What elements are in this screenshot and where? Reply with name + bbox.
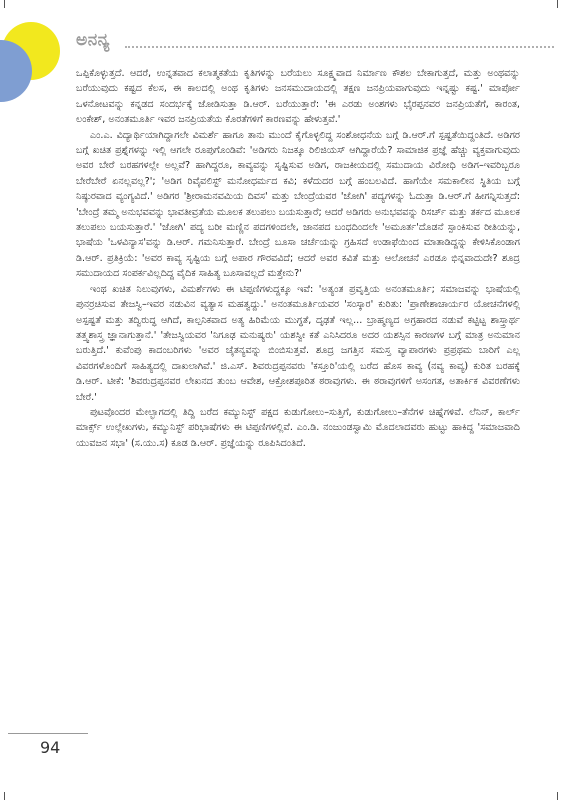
footer-rule [8, 733, 88, 734]
crop-mark-bottom-left [4, 792, 5, 800]
paragraph: ಇಂಥ ಖಚಿತ ನಿಲುವುಗಳು, ವಿಮರ್ಶೆಗಳು ಈ ಟಿಪ್ಪಣಿಗಳುದ್ದಕ್ಕೂ ಇವೆ: 'ಅತ್ಯಂತ ಪ್ರವೃತ್ತಿಯ ಅನಂತಮೂರ್ತಿ; ಸಮಾಜವನ್ನು ಭಾಷೆಯಲ್ಲಿ ಪುನರ್ರಚಿಸುವ ತೇಜಸ್ವಿ–ಇವರ ನಡುವಿನ ವ್ಯತ್ಯಾಸ ಮಹತ್ವದ್ದು.' ಅನಂತಮೂರ್ತಿಯವರ 'ಸಂಸ್ಕಾರ' ಕುರಿತು: 'ಪ್ರಾಣೇಶಾಚಾರ್ಯರ ಯೋಚನೆಗಳಲ್ಲಿ ಅಸ್ಪಷ್ಟತೆ ಮತ್ತು ತದ್ವಿರುದ್ಧ ಆಗಿದೆ, ಕಾಲ್ಪನಿಕವಾದ ಅತ್ಯ ಹಿರಿಮೆಯ ಮುಗ್ಧತೆ, ದೃಢತೆ ಇಲ್ಲ... ಬ್ರಾಹ್ಮಣ್ಯದ ಅಗ್ರಹಾರದ ನಡುವೆ ಕಟ್ಟಿಟ್ಟ ಶಾಸ್ತ್ರಾರ್ಥ ತತ್ತ್ವಶಾಸ್ತ್ರ ಜ್ಞಾನಾಗುತ್ತಾನೆ.' 'ತೇಜಸ್ವಿಯವರ 'ನಿಗೂಢ ಮನುಷ್ಯರು' ಯಶಸ್ವೀ ಕತೆ ಎನಿಸಿದರೂ ಅದರ ಯಶಸ್ಸಿನ ಕಾರಣಗಳ ಬಗ್ಗೆ ಮಾತ್ರ ಅನುಮಾನ ಬರುತ್ತಿದೆ.' ಕುವೆಂಪು ಕಾದಂಬರಿಗಳು 'ಅವರ ಚೈತನ್ಯವನ್ನು ಬಿಂಬಿಸುತ್ತವೆ. ಶೂದ್ರ ಜಗತ್ತಿನ ಸಮಸ್ತ ವ್ಯಾಪಾರಗಳು ಪ್ರಪ್ರಥಮ ಬಾರಿಗೆ ಎಲ್ಲ ವಿವರಗಳೊಂದಿಗೆ ಸಾಹಿತ್ಯದಲ್ಲಿ ದಾಖಲಾಗಿವೆ.' ಜಿ.ಎಸ್. ಶಿವರುದ್ರಪ್ಪನವರು 'ಕಸ್ತೂರಿ'ಯಲ್ಲಿ ಬರೆದ ಹೊಸ ಕಾವ್ಯ (ನವ್ಯ ಕಾವ್ಯ) ಕುರಿತ ಬರಹಕ್ಕೆ ಡಿ.ಆರ್. ಟೀಕೆ: 'ಶಿವರುದ್ರಪ್ಪನವರ ಲೇಖನದ ತುಂಬ ಆವೇಶ, ಆಕ್ರೋಶಪೂರಿತ ಠರಾವುಗಳು. ಈ ಠರಾವುಗಳಿಗೆ ಅಸಂಗತ, ಅತಾರ್ಕಿಕ ವಿವರಣೆಗಳು ಬೇರೆ.' [76, 283, 520, 403]
header-dotted-rule [125, 46, 554, 48]
crop-mark-top-left [4, 0, 5, 8]
crop-mark-bottom-right [557, 792, 558, 800]
page-number: 94 [40, 738, 61, 757]
paragraph: ಪುಟವೊಂದರ ಮೇಲ್ಭಾಗದಲ್ಲಿ ತಿದ್ದಿ ಬರೆದ ಕಮ್ಯುನಿಸ್ಟ್ ಪಕ್ಷದ ಕುಡುಗೋಲು–ಸುತ್ತಿಗೆ, ಕುಡುಗೋಲು–ತೆನೆಗಳ ಚಿಹ್ನೆಗಳಿವೆ. ಲೆನಿನ್, ಕಾರ್ಲ್ ಮಾರ್ಕ್ಸ್ ಉಲ್ಲೇಖಗಳು, ಕಮ್ಯುನಿಸ್ಟ್ ಪರಿಭಾಷೆಗಳು ಈ ಟಿಪ್ಪಣಿಗಳಲ್ಲಿವೆ. ಎಂ.ಡಿ. ನಂಜುಂಡಸ್ವಾಮಿ ಮೊದಲಾದವರು ಹುಟ್ಟು ಹಾಕಿದ್ದ 'ಸಮಾಜವಾದಿ ಯುವಜನ ಸಭಾ' (ಸ.ಯು.ಸ) ಕೂಡ ಡಿ.ಆರ್. ಪ್ರಜ್ಞೆಯನ್ನು ರೂಪಿಸಿದಂತಿದೆ. [76, 406, 520, 449]
paragraph: ಎಂ.ಎ. ವಿದ್ಯಾರ್ಥಿಯಾಗಿದ್ದಾಗಲೇ ವಿಮರ್ಶೆ ಹಾಗೂ ತಾನು ಮುಂದೆ ಕೈಗೊಳ್ಳಲಿದ್ದ ಸಂಶೋಧನೆಯ ಬಗ್ಗೆ ಡಿ.ಆರ್.ಗೆ ಸ್ಪಷ್ಟತೆಯಿದ್ದಂತಿದೆ. ಅಡಿಗರ ಬಗ್ಗೆ ಖಚಿತ ಪ್ರಶ್ನೆಗಳನ್ನು ಇಲ್ಲಿ ಆಗಲೇ ರೂಪುಗೊಂಡಿವೆ: 'ಅಡಿಗರು ನಿಜಕ್ಕೂ ರಿಲಿಜಿಯಸ್ ಆಗಿದ್ದಾರೆಯೆ? ಸಾಮಾಜಿಕ ಪ್ರಜ್ಞೆ ಹೆಚ್ಚು ವ್ಯಕ್ತವಾಗುವುದು ಅವರ ಬೇರೆ ಬರಹಗಳಲ್ಲೇ ಅಲ್ಲವೆ? ಹಾಗಿದ್ದರೂ, ಕಾವ್ಯವನ್ನು ಸೃಷ್ಟಿಸುವ ಅಡಿಗ, ರಾಜಕೀಯದಲ್ಲಿ ಸಮುದಾಯ ವಿರೋಧಿ ಅಡಿಗ–ಇವರಿಬ್ಬರೂ ಬೇರೆಬೇರೆ ಏನಲ್ಲವಲ್ಲ?'; 'ಅಡಿಗ ರಿವೈವಲಿಸ್ಟ್ ಮನೋಧರ್ಮದ ಕವಿ; ಕಳೆದುದರ ಬಗ್ಗೆ ಹಂಬಲವಿದೆ. ಹಾಗೆಯೇ ಸಮಕಾಲೀನ ಸ್ಥಿತಿಯ ಬಗ್ಗೆ ನಿಷ್ಠುರವಾದ ವ್ಯಂಗ್ಯವಿದೆ.' ಅಡಿಗರ 'ಶ್ರೀರಾಮನವಮಿಯ ದಿವಸ' ಮತ್ತು ಬೇಂದ್ರೆಯವರ 'ಜೋಗಿ' ಪದ್ಯಗಳನ್ನು ಓದುತ್ತಾ ಡಿ.ಆರ್.ಗೆ ಹೀಗನ್ನಿಸುತ್ತದೆ: 'ಬೇಂದ್ರೆ ತಮ್ಮ ಅನುಭವವನ್ನು ಭಾವತೀವ್ರತೆಯ ಮೂಲಕ ತಲುಪಲು ಬಯಸುತ್ತಾರೆ; ಆದರೆ ಅಡಿಗರು ಅನುಭವವನ್ನು ರಿಸರ್ಚ್ ಮತ್ತು ತರ್ಕದ ಮೂಲಕ ತಲುಪಲು ಬಯಸುತ್ತಾರೆ.' 'ಜೋಗಿ' ಪದ್ಯ ಬರೀ ಮಣ್ಣಿನ ಪದಗಳಿಂದಲೇ, ಜಾನಪದ ಬಂಧದಿಂದಲೇ 'ಅಮೂರ್ತ'ದೊಡನೆ ಸ್ಪಾಂಕಿಸುವ ರೀತಿಯನ್ನು, ಭಾಷೆಯ 'ಒಳವಿನ್ಯಾಸ'ವನ್ನು ಡಿ.ಆರ್. ಗಮನಿಸುತ್ತಾರೆ. ಬೇಂದ್ರೆ ಬೂಸಾ ಚರ್ಚೆಯನ್ನು ಗ್ರಹಿಸದೆ ಉಡಾಫೆಯಿಂದ ಮಾತಾಡಿದ್ದನ್ನು ಕೇಳಿಸಿಕೊಂಡಾಗ ಡಿ.ಆರ್. ಪ್ರತಿಕ್ರಿಯೆ: 'ಅವರ ಕಾವ್ಯ ಸೃಷ್ಟಿಯ ಬಗ್ಗೆ ಅಪಾರ ಗೌರವವಿದೆ; ಆದರೆ ಅವರ ಕವಿತೆ ಮತ್ತು ಆಲೋಚನೆ ಎರಡೂ ಭಿನ್ನವಾದುದೇ? ಶೂದ್ರ ಸಮುದಾಯದ ಸಂಪರ್ಕವಿಲ್ಲದಿದ್ದ ವೈದಿಕ ಸಾಹಿತ್ಯ ಬೂಸಾವಲ್ಲದೆ ಮತ್ತೇನು?' [76, 129, 520, 280]
running-title: ಅನನ್ಯ [76, 30, 110, 50]
body-text [76, 66, 520, 451]
paragraph: ಒಪ್ಪಿಕೊಳ್ಳುತ್ತದೆ. ಆದರೆ, ಉನ್ನತವಾದ ಕಲಾತ್ಮಕತೆಯ ಕೃತಿಗಳನ್ನು ಬರೆಯಲು ಸೂಕ್ಷ್ಮವಾದ ನಿರ್ಮಾಣ ಕೌಶಲ ಬೇಕಾಗುತ್ತದೆ, ಮತ್ತು ಅಂಥವನ್ನು ಬರೆಯುವುದು ಕಷ್ಟದ ಕೆಲಸ, ಈ ಕಾಲದಲ್ಲಿ ಅಂಥ ಕೃತಿಗಳು ಜನಸಮುದಾಯದಲ್ಲಿ ತಕ್ಷಣ ಜನಪ್ರಿಯವಾಗುವುದು ಇನ್ನಷ್ಟು ಕಷ್ಟ.' ಮಾರ್ಪೋ ಒಳನೋಟವನ್ನು ಕನ್ನಡದ ಸಂದರ್ಭಕ್ಕೆ ಜೋಡಿಸುತ್ತಾ ಡಿ.ಆರ್. ಬರೆಯುತ್ತಾರೆ: 'ಈ ಎರಡು ಅಂಶಗಳು ಭೈರಪ್ಪನವರ ಜನಪ್ರಿಯತೆಗೆ, ಕಾರಂತ, ಲಂಕೇಶ್, ಅನಂತಮೂರ್ತಿ ಇವರ ಜನಪ್ರಿಯತೆಯ ಕೊರತೆಗಳಿಗೆ ಕಾರಣವನ್ನು ಹೇಳುತ್ತವೆ.' [76, 68, 520, 126]
crop-mark-top-right [557, 0, 558, 8]
